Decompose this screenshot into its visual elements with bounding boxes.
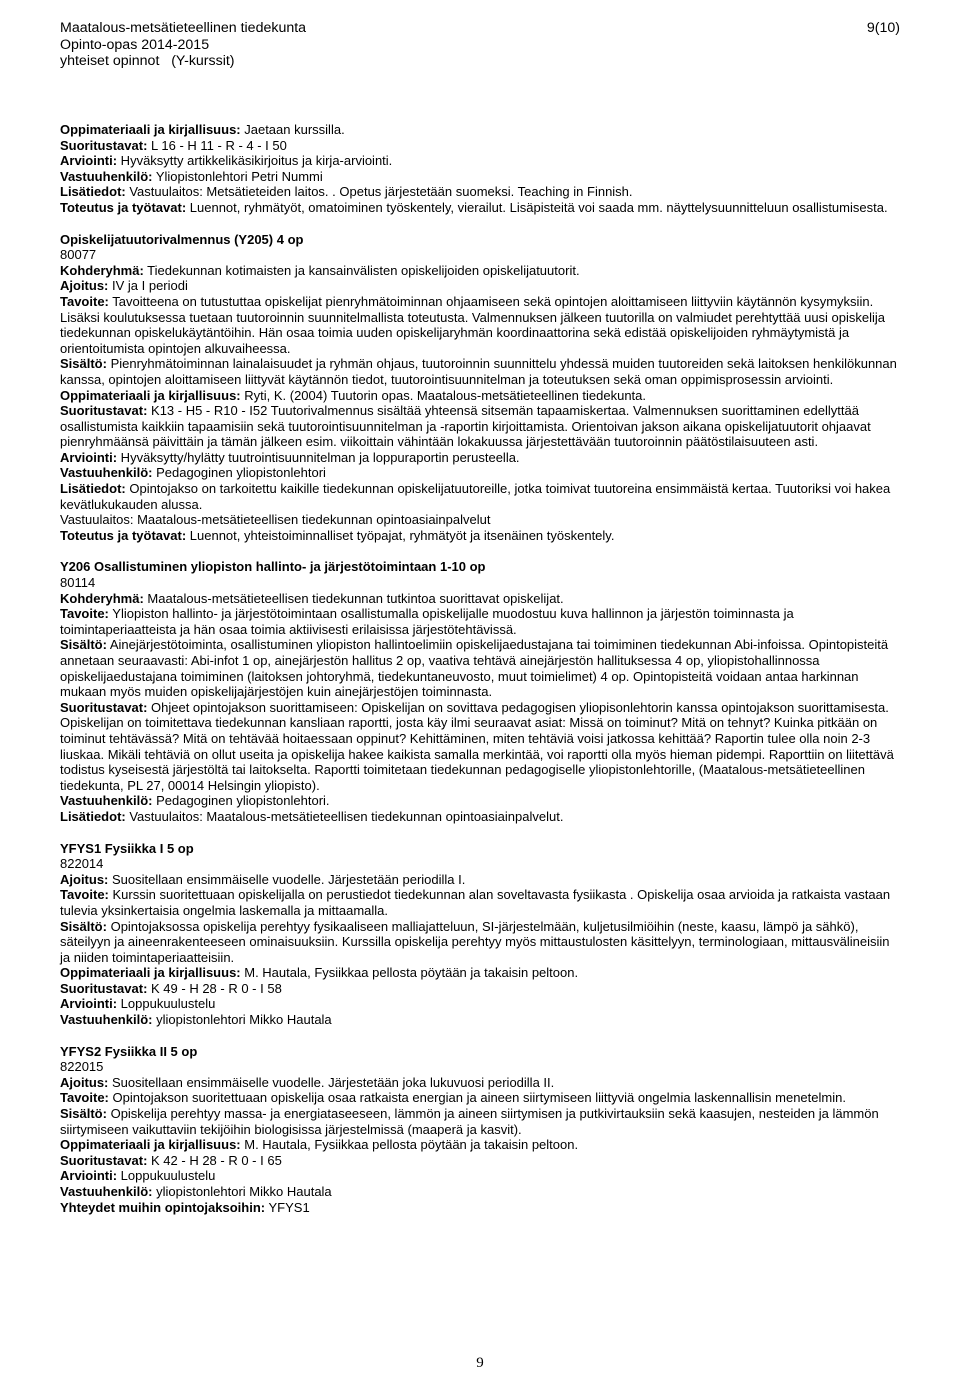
field-label: Suoritustavat:	[60, 403, 148, 419]
field-line	[60, 1168, 900, 1184]
field-line	[60, 1090, 900, 1106]
field-value: Jaetaan kurssilla.	[240, 122, 345, 137]
field-value: K 49 - H 28 - R 0 - I 58	[147, 980, 282, 996]
field-line	[60, 872, 900, 888]
field-label: Oppimateriaali ja kirjallisuus:	[60, 387, 241, 403]
field-label: Lisätiedot:	[60, 184, 126, 200]
field-label: Tavoite:	[60, 1090, 109, 1106]
field-value: IV ja I periodi	[108, 278, 188, 294]
field-value: Ainejärjestötoiminta, osallistuminen yliopiston hallintoelimiin opiskelijaedustajana tai toimiminen tiedekunnan Abi-infoissa. Opintopisteitä annetaan seuraavasti: Abi-infot 1 op, ainejärjestön hallitus 2 op, vaativa tehtävä ainejärjestön hallituksessa 4 op, yliopistohallinnossa opiskelijaedustajana toimiminen (laitoksen johtoryhmä, tiedekuntaneuvosto, muut toimielimet) 4 op. Opintopisteitä voidaan antaa harkinnan mukaan myös muiden opiskelijajärjestöjen kuin ainejärjestöjen toiminnasta.	[60, 637, 889, 700]
field-value: Luennot, yhteistoiminnalliset työpajat, ryhmätyöt ja itsenäinen työskentely.	[186, 527, 615, 543]
field-label: Suoritustavat:	[60, 1152, 148, 1168]
course-section	[60, 1044, 900, 1216]
field-label: Lisätiedot:	[60, 481, 126, 497]
course-section	[60, 122, 900, 216]
field-label: Tavoite:	[60, 606, 109, 622]
field-label: Kohderyhmä:	[60, 262, 144, 278]
field-line	[60, 450, 900, 466]
field-value: Pedagoginen yliopistonlehtori.	[152, 793, 330, 809]
field-line	[60, 528, 900, 544]
field-label: Vastuuhenkilö:	[60, 1012, 153, 1028]
field-value: Kurssin suoritettuaan opiskelijalla on perustiedot tiedekunnan alan soveltavasta fysiikasta . Opiskelija osaa arvioida ja ratkaista vastaan tulevia yksinkertaisia ongelmia laskemalla ja mittaamalla.	[60, 887, 891, 918]
field-line	[60, 981, 900, 997]
field-value: Tiedekunnan kotimaisten ja kansainvälisten opiskelijoiden opiskelijatuutorit.	[143, 262, 580, 278]
field-line	[60, 606, 900, 637]
field-line	[60, 700, 900, 794]
field-line	[60, 1184, 900, 1200]
field-line	[60, 481, 900, 512]
field-label: Lisätiedot:	[60, 808, 126, 824]
field-value: M. Hautala, Fysiikkaa pellosta pöytään ja takaisin peltoon.	[240, 1137, 579, 1153]
field-line	[60, 184, 900, 200]
field-label: Sisältö:	[60, 356, 107, 372]
field-line	[60, 1137, 900, 1153]
field-line	[60, 122, 900, 138]
field-value: yliopistonlehtori Mikko Hautala	[152, 1184, 332, 1199]
field-value: Opintojakso on tarkoitettu kaikille tiedekunnan opiskelijatuutoreille, jotka toimivat tuutoreina ensimmäistä kertaa. Tuutoriksi voi hakea kevätlukukauden alussa.	[60, 481, 891, 512]
course-section	[60, 841, 900, 1028]
field-value: Ohjeet opintojakson suorittamiseen: Opiskelijan on sovittava pedagogisen yliopisonlehtorin kanssa opintojakson suorittamisesta. Opiskelijan on toimitettava tiedekunnan kansliaan raportti, josta käy ilmi seuraavat asiat: Missä on toiminut? Mitä on tehnyt? Kuinka pitkään on toiminut tehtävässä? Mitä on tehtävää hoitaessaan oppinut? Kehittäminen, miten tehtäviä voisi jatkossa kehittää? Raportin tulee olla noin 2-3 liuskaa. Mikäli tehtäviä on ollut useita ja opiskelija hakee kaikista samalla merkintää, voi raportti olla myös hieman pidempi. Raporttiin on liitettävä todistus kyseisestä järjestöltä tai laitokselta. Raportti toimitetaan tiedekunnan pedagogiselle yliopistonlehtorille, (Maatalous-metsätieteellinen tiedekunta, PL 27, 00014 Helsingin yliopisto).	[60, 699, 894, 793]
field-line	[60, 809, 900, 825]
field-line	[60, 996, 900, 1012]
field-value: Pedagoginen yliopistonlehtori	[152, 465, 326, 481]
field-line	[60, 512, 900, 528]
field-label: Arviointi:	[60, 996, 118, 1012]
field-label: Vastuuhenkilö:	[60, 465, 153, 481]
field-value: Opintojakson suoritettuaan opiskelija osaa ratkaista energian ja aineen siirtymiseen liittyviä ongelmia laskennallisin menetelmin.	[108, 1090, 846, 1106]
field-line	[60, 278, 900, 294]
field-label: Arviointi:	[60, 153, 118, 169]
field-line	[60, 1075, 900, 1091]
field-label: Toteutus ja työtavat:	[60, 527, 187, 543]
field-line	[60, 1012, 900, 1028]
field-value: Opintojaksossa opiskelija perehtyy fysikaaliseen malliajatteluun, SI-järjestelmään, kuljetusilmiöihin (neste, kaasu, lämpö ja sähkö), säteilyyn ja aineenrakenteeseen ominaisuuksiin. Kurssilla opiskelija perehtyy myös mittaustulosten käsittelyyn, terminologiaan, mittausvälineisiin ja niiden toimintaperiaatteisiin.	[60, 918, 890, 965]
field-label: Toteutus ja työtavat:	[60, 199, 187, 215]
field-value: Vastuulaitos: Maatalous-metsätieteellisen tiedekunnan opintoasiainpalvelut	[60, 512, 491, 528]
field-label: Tavoite:	[60, 293, 109, 309]
field-value: Yliopistonlehtori Petri Nummi	[152, 168, 323, 184]
document-body	[60, 122, 900, 1231]
field-value: Suositellaan ensimmäiselle vuodelle. Järjestetään joka lukuvuosi periodilla II.	[108, 1074, 555, 1090]
field-label: Arviointi:	[60, 449, 118, 465]
field-value: Vastuulaitos: Maatalous-metsätieteellisen tiedekunnan opintoasiainpalvelut.	[125, 808, 564, 824]
field-label: Sisältö:	[60, 637, 107, 653]
field-label: Tavoite:	[60, 887, 109, 903]
field-label: Ajoitus:	[60, 1074, 109, 1090]
field-value: Tavoitteena on tutustuttaa opiskelijat pienryhmätoiminnan ohjaamiseen sekä opintojen aloittamiseen liittyviin käytännön kysymyksiin. Lisäksi koulutuksessa tuetaan tuutoroinnin suunnitelmallista toteutusta. Valmennuksen jälkeen tuutorilla on valmiudet perehtyttää uusi opiskelija tiedekunnan opiskelukäytäntöihin. Hän osaa toimia uuden opiskelijaryhmän koordinaattorina sekä edistää opiskelijoiden ryhmäytymistä ja orientoitumista opintojen alkuvaiheessa.	[60, 293, 886, 356]
field-value: M. Hautala, Fysiikkaa pellosta pöytään ja takaisin peltoon.	[240, 965, 579, 981]
course-title: Opiskelijatuutorivalmennus (Y205) 4 op	[60, 231, 304, 247]
field-line	[60, 169, 900, 185]
field-value: yliopistonlehtori Mikko Hautala	[152, 1012, 332, 1028]
field-line	[60, 793, 900, 809]
field-line	[60, 388, 900, 404]
field-value: Pienryhmätoiminnan lainalaisuudet ja ryhmän ohjaus, tuutoroinnin suunnittelu yhdessä muiden tuutoreiden sekä laitoksen henkilökunnan kanssa, opintojen aloittamiseen liittyvät käytännön tiedot, tuutorointisuunnitelman ja toteutuksen sekä oman oppimisprosessin arviointi.	[60, 356, 897, 387]
course-code: 822015	[60, 1059, 104, 1075]
field-label: Suoritustavat:	[60, 137, 148, 153]
field-line	[60, 1106, 900, 1137]
course-title: YFYS2 Fysiikka II 5 op	[60, 1043, 198, 1059]
field-value: Hyväksytty/hylätty tuutrointisuunnitelman ja loppuraportin perusteella.	[117, 449, 520, 465]
field-line	[60, 1200, 900, 1216]
field-line	[60, 919, 900, 966]
field-line	[60, 465, 900, 481]
field-value: K13 - H5 - R10 - I52 Tuutorivalmennus sisältää yhteensä sitsemän tapaamiskertaa. Valmennuksen suorittaminen edellyttää osallistumista kaikkiin tapaamisiin sekä tuutorointisuunnitelman ja -raportin kirjoittamista. Orientoivan jakson aikana opiskelijatuutorit ohjaavat pienryhmäänsä päivittäin ja tämän jälkeen esim. viikoittain vähintään lokakuussa järjestettävään tuutoroinnin päätöstilaisuuteen asti.	[60, 403, 871, 450]
field-line	[60, 965, 900, 981]
field-line	[60, 356, 900, 387]
course-title: YFYS1 Fysiikka I 5 op	[60, 840, 194, 856]
course-section	[60, 559, 900, 824]
field-value: L 16 - H 11 - R - 4 - I 50	[147, 137, 287, 153]
field-value: K 42 - H 28 - R 0 - I 65	[147, 1152, 282, 1168]
field-label: Oppimateriaali ja kirjallisuus:	[60, 965, 241, 981]
page-header	[60, 20, 900, 70]
field-label: Oppimateriaali ja kirjallisuus:	[60, 1137, 241, 1153]
field-line	[60, 138, 900, 154]
field-label: Sisältö:	[60, 1106, 107, 1122]
field-value: Luennot, ryhmätyöt, omatoiminen työskentely, vierailut. Lisäpisteitä voi saada mm. näyttelysuunnitteluun osallistumisesta.	[186, 199, 888, 215]
field-label: Suoritustavat:	[60, 980, 148, 996]
field-value: Opiskelija perehtyy massa- ja energiataseeseen, lämmön ja aineen siirtymisen ja putkivirtauksiin sekä kaasujen, nesteiden ja lämmön siirtymiseen vaikuttaviin tekijöihin biologisissa järjestelmissä (maaperä ja kasvit).	[60, 1106, 879, 1137]
field-value: Yliopiston hallinto- ja järjestötoimintaan osallistumalla opiskelijalle muodostuu kuva hallinnon ja järjestön toiminnasta ja toimintaperiaatteista ja hän osaa toimia aktiivisesti erilaisissa järjestötehtävissä.	[60, 606, 794, 637]
field-label: Sisältö:	[60, 918, 107, 934]
field-line	[60, 1153, 900, 1169]
field-value: Loppukuulustelu	[117, 996, 216, 1012]
field-label: Yhteydet muihin opintojaksoihin:	[60, 1199, 266, 1215]
field-label: Vastuuhenkilö:	[60, 1184, 153, 1199]
field-value: Loppukuulustelu	[117, 1168, 216, 1184]
field-line	[60, 153, 900, 169]
field-label: Ajoitus:	[60, 871, 109, 887]
field-label: Oppimateriaali ja kirjallisuus:	[60, 122, 241, 137]
field-value: Maatalous-metsätieteellisen tiedekunnan tutkintoa suorittavat opiskelijat.	[143, 590, 564, 606]
field-line	[60, 403, 900, 450]
footer-page-number: 9	[476, 1355, 484, 1371]
course-title: Y206 Osallistuminen yliopiston hallinto- ja järjestötoimintaan 1-10 op	[60, 559, 486, 575]
course-code: 822014	[60, 856, 104, 872]
field-value: YFYS1	[265, 1199, 310, 1215]
header-category: yhteiset opinnot (Y-kurssit)	[60, 53, 235, 69]
header-guide: Opinto-opas 2014-2015	[60, 36, 210, 53]
course-code: 80114	[60, 575, 96, 591]
field-label: Arviointi:	[60, 1168, 118, 1184]
course-code: 80077	[60, 247, 97, 263]
field-line	[60, 591, 900, 607]
field-label: Ajoitus:	[60, 278, 109, 294]
field-line	[60, 294, 900, 356]
field-line	[60, 887, 900, 918]
header-faculty: Maatalous-metsätieteellinen tiedekunta	[60, 20, 307, 36]
field-line	[60, 637, 900, 699]
field-label: Vastuuhenkilö:	[60, 168, 153, 184]
field-label: Kohderyhmä:	[60, 590, 144, 606]
field-value: Hyväksytty artikkelikäsikirjoitus ja kirja-arviointi.	[117, 153, 393, 169]
field-label: Suoritustavat:	[60, 699, 148, 715]
field-value: Vastuulaitos: Metsätieteiden laitos. . Opetus järjestetään suomeksi. Teaching in Finnish.	[125, 184, 633, 200]
field-line	[60, 263, 900, 279]
field-value: Ryti, K. (2004) Tuutorin opas. Maatalous-metsätieteellinen tiedekunta.	[240, 387, 647, 403]
header-page-number: 9(10)	[866, 20, 900, 36]
field-line	[60, 200, 900, 216]
field-value: Suositellaan ensimmäiselle vuodelle. Järjestetään periodilla I.	[108, 871, 466, 887]
field-label: Vastuuhenkilö:	[60, 793, 153, 809]
course-section	[60, 232, 900, 544]
